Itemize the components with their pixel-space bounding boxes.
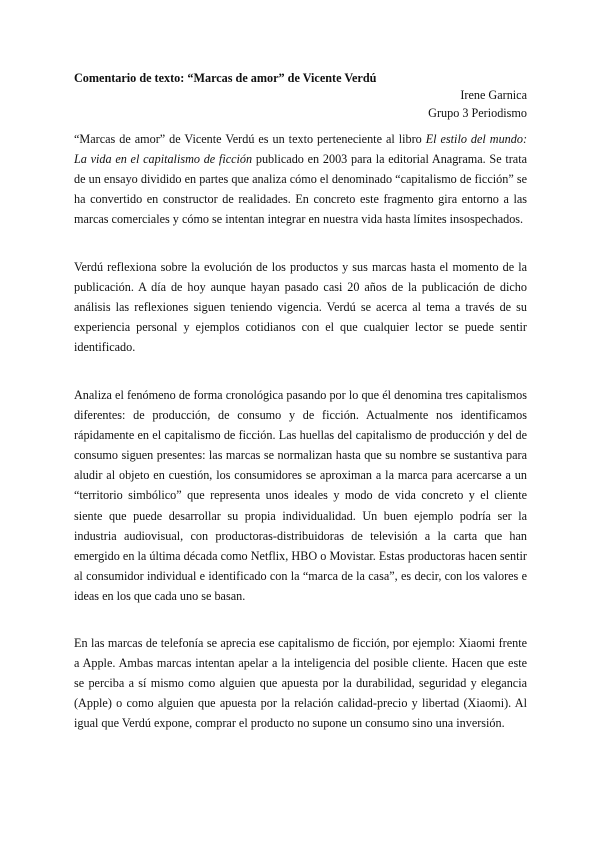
paragraph-1-rest: publicado en 2003 para la editorial Anagrama. Se trata de un ensayo dividido en partes que analiza cómo el denominado “capitalismo de ficción” se ha convertido en constructor de realidades. En concreto este fragmento gira entorno a las marcas comerciales y cómo se intentan integrar en nuestra vida hasta límites insospechados. <box>74 152 527 227</box>
author-name: Irene Garnica <box>460 88 527 102</box>
paragraph-1-intro: “Marcas de amor” de Vicente Verdú es un texto perteneciente al libro <box>74 132 426 146</box>
paragraph-1 <box>74 129 527 229</box>
paragraph-3: Analiza el fenómeno de forma cronológica pasando por lo que él denomina tres capitalismos diferentes: de producción, de consumo y de ficción. Actualmente nos identificamos rápidamente en el capitalismo de ficción. Las huellas del capitalismo de producción y del de consumo siguen presentes: las marcas se normalizan hasta que su nombre se sustantiva para aludir al objeto en cuestión, los consumidores se aproximan a la marca para acercarse a un “territorio simbólico” que representa unos ideales y modo de vida concreto y el cliente siente que puede desarrollar su propia individualidad. Un buen ejemplo podría ser la industria audiovisual, con productoras-distribuidoras de televisión a la carta que han emergido en la última década como Netflix, HBO o Movistar. Estas productoras hacen sentir al consumidor individual e identificado con la “marca de la casa”, es decir, con los valores e ideas en los que cada uno se basan. <box>74 388 527 603</box>
document-title: Comentario de texto: “Marcas de amor” de Vicente Verdú <box>74 71 377 85</box>
book-title: El estilo del mundo: La vida en el capitalismo de ficción <box>74 132 527 167</box>
paragraph-4: En las marcas de telefonía se aprecia ese capitalismo de ficción, por ejemplo: Xiaomi frente a Apple. Ambas marcas intentan apelar a la inteligencia del posible cliente. Hacen que este se perciba a sí mismo como alguien que apuesta por la durabilidad, seguridad y elegancia (Apple) o como alguien que apuesta por la relación calidad-precio y libertad (Xiaomi). Al igual que Verdú expone, comprar el producto no supone un consumo sino una inversión. <box>74 636 527 731</box>
paragraph-2: Verdú reflexiona sobre la evolución de los productos y sus marcas hasta el momento de la publicación. A día de hoy aunque hayan pasado casi 20 años de la publicación de dicho análisis las reflexiones siguen teniendo vigencia. Verdú se acerca al tema a través de su experiencia personal y ejemplos cotidianos con el que cualquier lector se puede sentir identificado. <box>74 260 527 355</box>
group-label: Grupo 3 Periodismo <box>428 105 527 120</box>
author-block <box>428 87 527 122</box>
